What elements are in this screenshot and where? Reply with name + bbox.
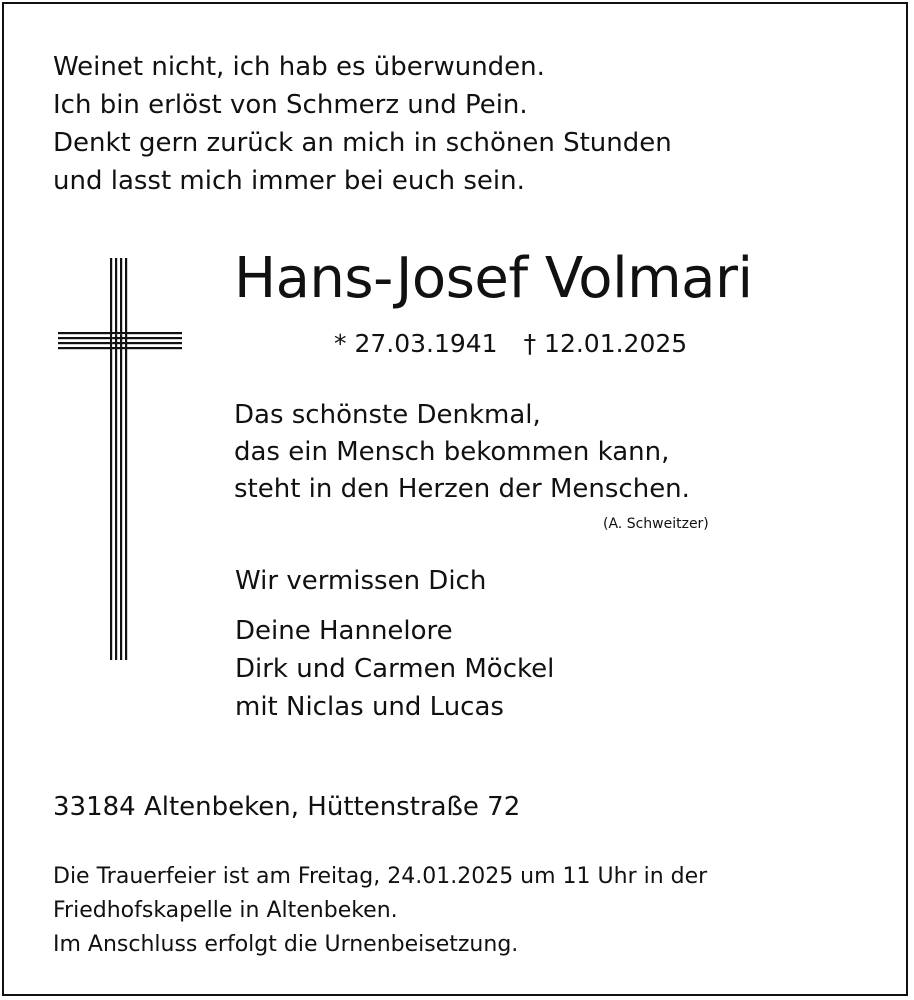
obituary-frame: [2, 2, 908, 996]
service-line: Im Anschluss erfolgt die Urnenbeisetzung.: [53, 932, 519, 957]
cross-icon: [58, 258, 182, 660]
death-date: † 12.01.2025: [523, 329, 688, 358]
poem-line: Denkt gern zurück an mich in schönen Stunden: [53, 128, 672, 158]
life-dates: [334, 326, 687, 362]
poem-line: Weinet nicht, ich hab es überwunden.: [53, 52, 545, 82]
poem: [53, 48, 672, 200]
miss-line: Wir vermissen Dich: [235, 566, 487, 596]
service-line: Die Trauerfeier ist am Freitag, 24.01.2025 um 11 Uhr in der: [53, 864, 708, 889]
family-line: Deine Hannelore: [235, 616, 453, 646]
birth-date: * 27.03.1941: [334, 329, 498, 358]
address: 33184 Altenbeken, Hüttenstraße 72: [53, 792, 521, 822]
service-line: Friedhofskapelle in Altenbeken.: [53, 898, 398, 923]
poem-line: und lasst mich immer bei euch sein.: [53, 166, 525, 196]
family-signatures: [235, 612, 554, 726]
quote: [234, 397, 690, 508]
family-line: Dirk und Carmen Möckel: [235, 654, 555, 684]
quote-line: steht in den Herzen der Menschen.: [234, 474, 690, 504]
service-info: [53, 860, 707, 962]
quote-attribution: (A. Schweitzer): [603, 516, 709, 532]
family-line: mit Niclas und Lucas: [235, 692, 504, 722]
deceased-name: Hans-Josef Volmari: [234, 246, 753, 311]
quote-line: das ein Mensch bekommen kann,: [234, 437, 670, 467]
poem-line: Ich bin erlöst von Schmerz und Pein.: [53, 90, 528, 120]
quote-line: Das schönste Denkmal,: [234, 400, 541, 430]
